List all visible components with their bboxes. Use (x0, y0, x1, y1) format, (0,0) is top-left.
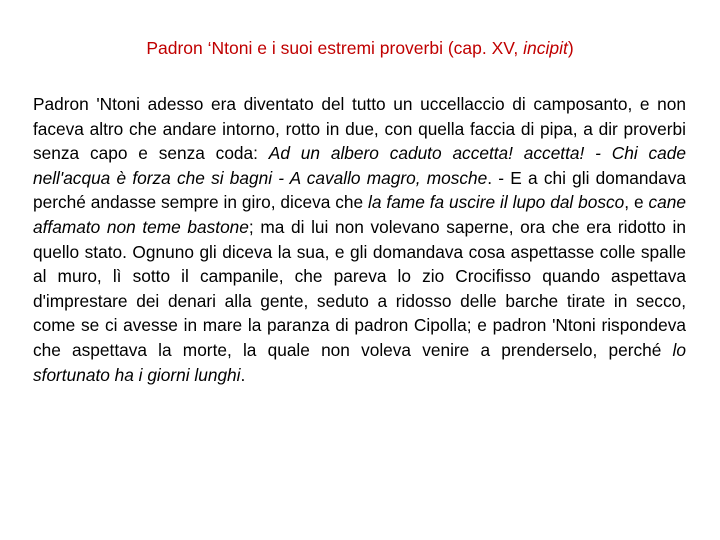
proverb-3: cane affamato non teme bastone (33, 192, 687, 237)
title-text: Padron ‘Ntoni e i suoi estremi proverbi (cap. XV, (146, 38, 524, 58)
proverb-1: Ad un albero caduto accetta! accetta! - Chi cade nell'acqua è forza che si bagni - A cavallo magro, mosche (33, 143, 686, 188)
quote-paragraph (33, 92, 686, 387)
proverb-2: la fame fa uscire il lupo dal bosco (368, 192, 625, 213)
paragraph-text-5: . (240, 364, 246, 385)
paragraph-text-4: ; ma di lui non volevano saperne, ora che era ridotto in quello stato. Ognuno gli diceva la sua, e gli domandava cosa aspettasse colle spalle al muro, lì sotto il campanile, che pareva lo zio Crocifisso quando aspettava d'imprestare dei denari alla gente, seduto a ridosso delle barche tirate in secco, come se ci avesse in mare la paranza di padron Cipolla; e padron 'Ntoni rispondeva che aspettava la morte, la quale non voleva venire a prenderselo, perché (33, 216, 686, 360)
proverb-4: lo sfortunato ha i giorni lunghi (33, 339, 686, 385)
paragraph-text-3: , e (624, 192, 649, 213)
title-closing-text: ) (567, 38, 574, 58)
paragraph-text-2: . - E a chi gli domandava perché andasse sempre in giro, diceva che (33, 167, 686, 213)
slide-title (0, 38, 720, 59)
title-italic-text: incipit (523, 38, 568, 58)
paragraph-text-1: Padron 'Ntoni adesso era diventato del tutto un uccellaccio di camposanto, e non faceva altro che andare intorno, rotto in due, con quella faccia di pipa, a dir proverbi senza capo e senza coda: (33, 94, 686, 164)
